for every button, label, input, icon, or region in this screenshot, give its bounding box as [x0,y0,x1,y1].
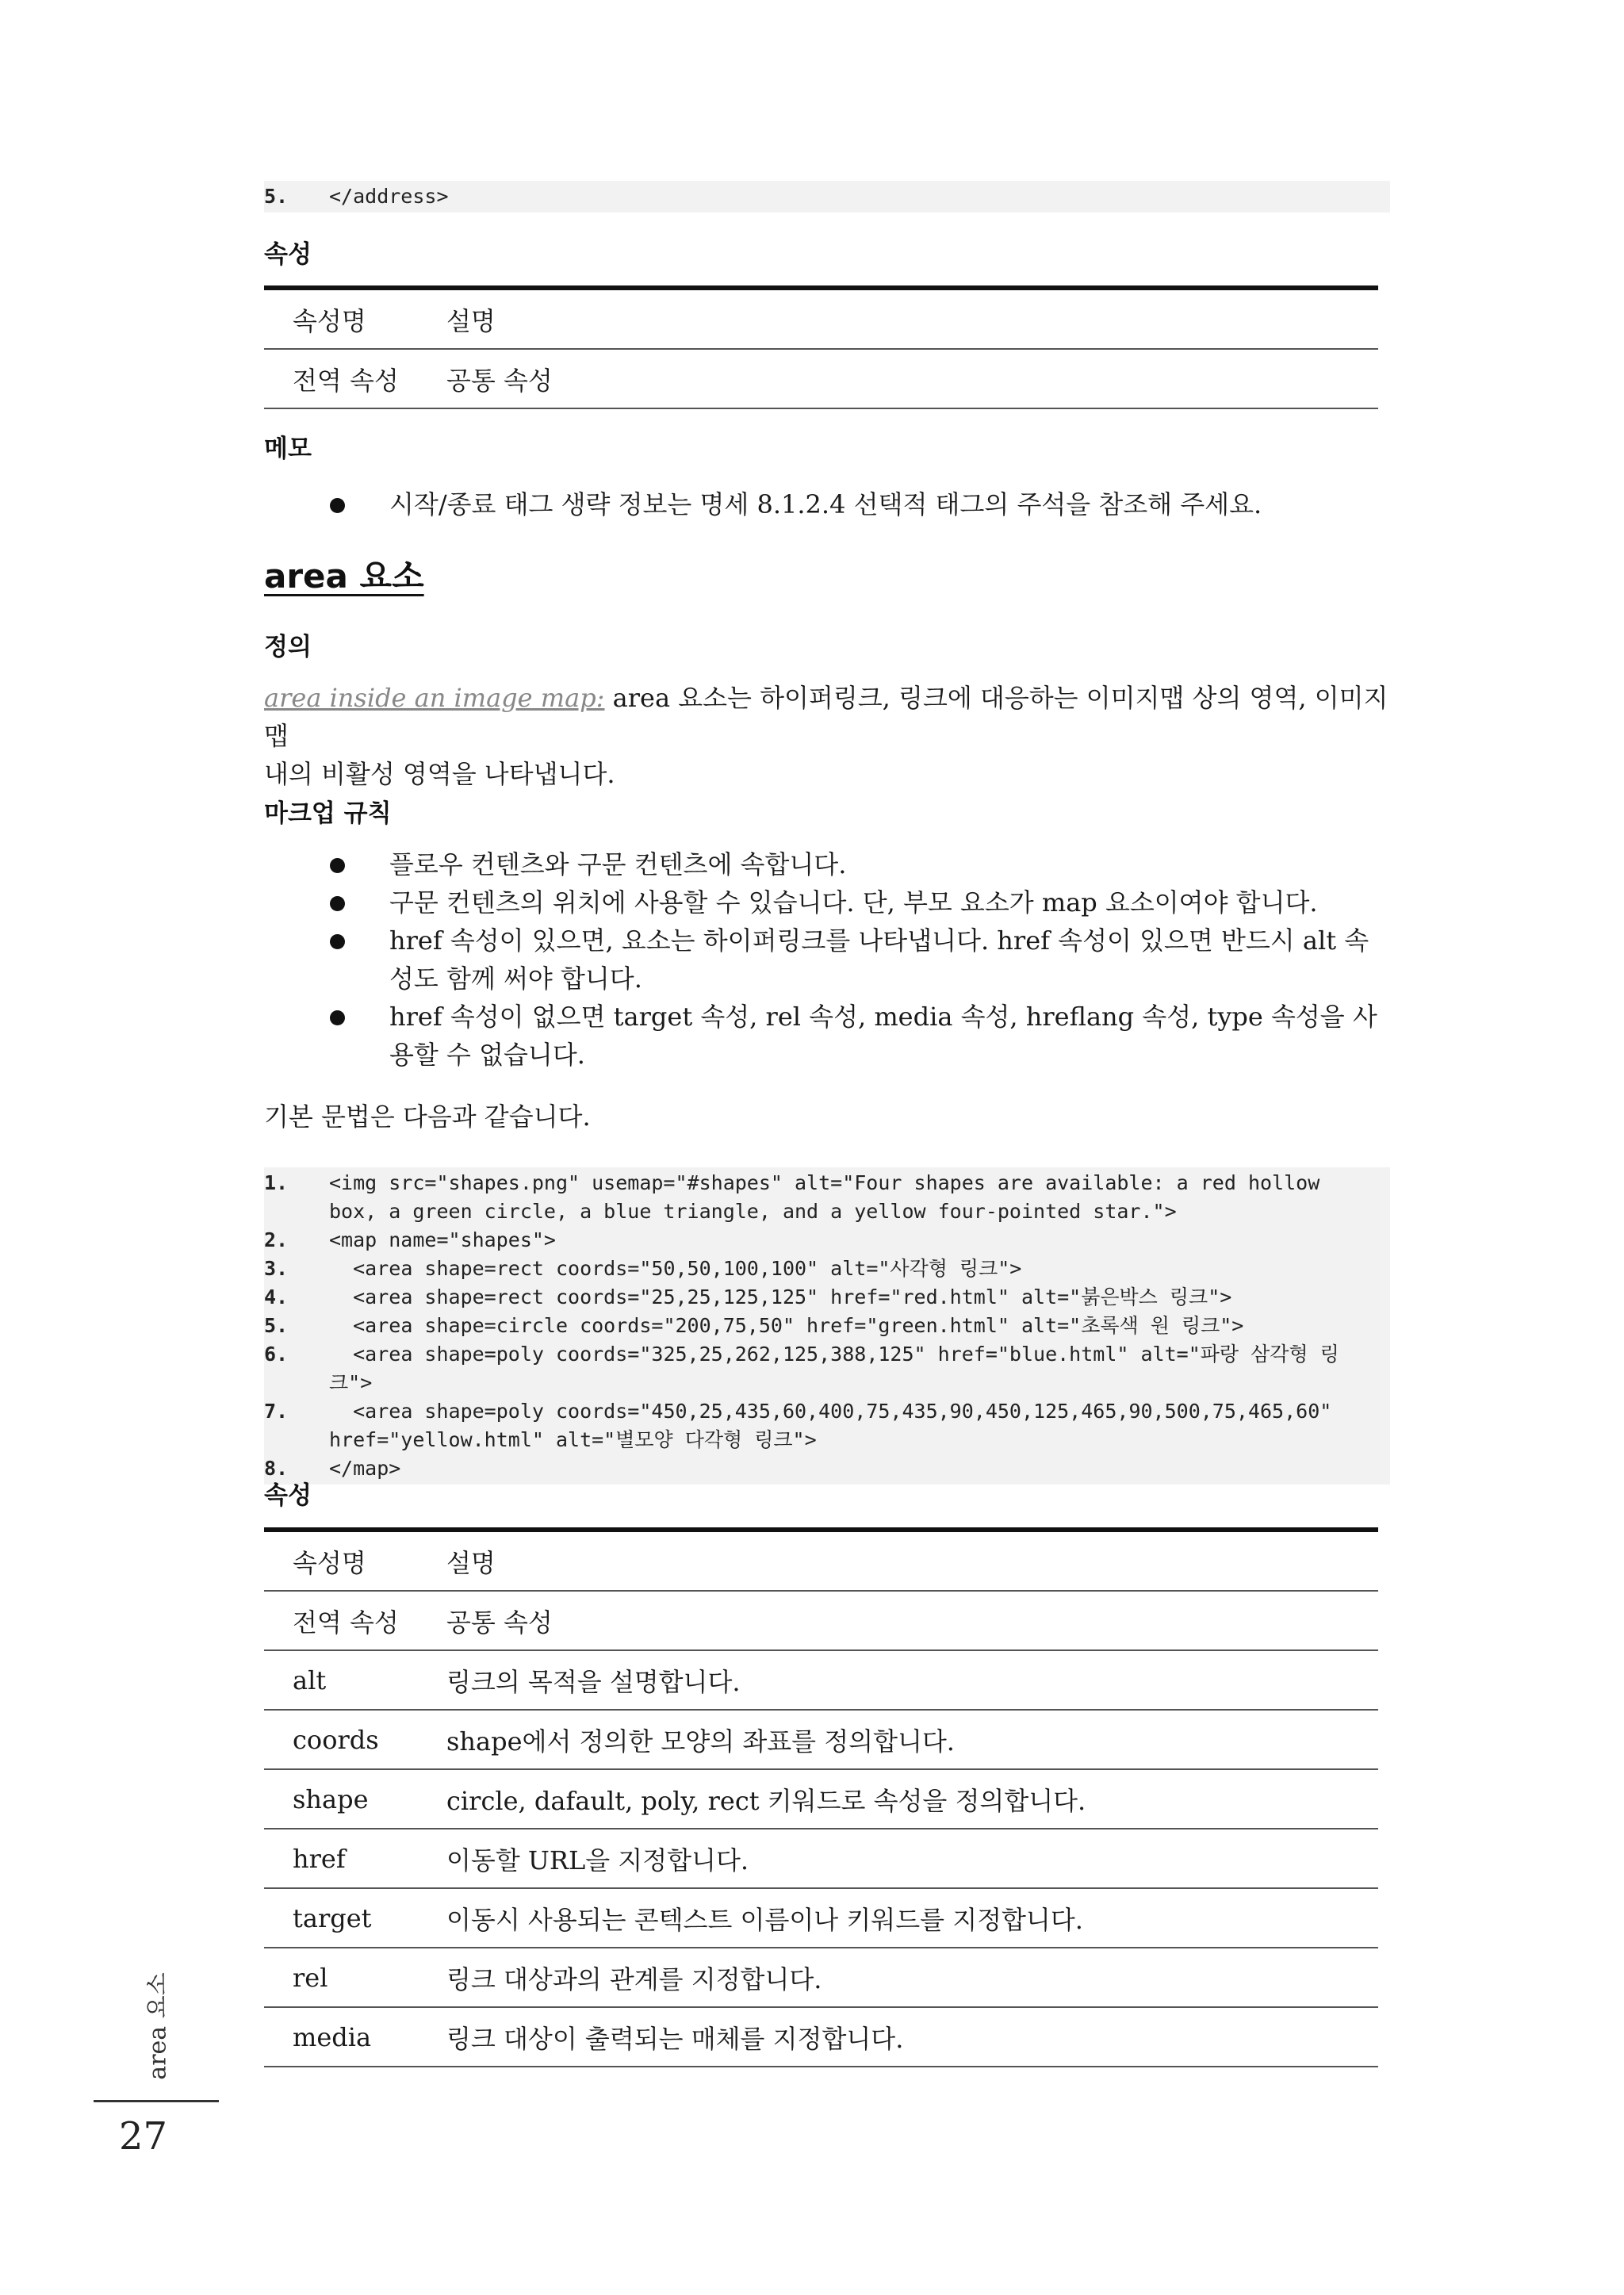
table-cell: rel [264,1948,427,2007]
table-cell: 공통 속성 [427,1591,1378,1650]
code-line-number: 6. [264,1343,289,1366]
memo-heading: 메모 [264,435,312,463]
side-label-text: area 요소 [144,1972,172,2080]
table-cell: 링크의 목적을 설명합니다. [427,1650,1378,1710]
markup-rules-heading: 마크업 규칙 [264,799,392,828]
memo-item-text: 시작/종료 태그 생략 정보는 명세 8.1.2.4 선택적 태그의 주석을 참조해 주세요. [389,489,1262,519]
code-line-text: <map name="shapes"> [329,1228,556,1251]
table-row [264,1769,1378,1829]
definition-paragraph [264,679,1390,793]
definition-text-line1: area 요소는 하이퍼링크, 링크에 대응하는 이미지맵 상의 영역, 이미지맵 [264,683,1388,751]
bullet-icon [330,858,345,873]
table-cell: shape에서 정의한 모양의 좌표를 정의합니다. [427,1710,1378,1769]
code-line-text: <img src="shapes.png" usemap="#shapes" alt="Four shapes are available: a red hollow box, a green circle, a blue triangle, and a yellow four-pointed star."> [329,1171,1332,1223]
code-line-text: </address> [329,185,449,208]
table-row [264,1948,1378,2007]
table-cell: alt [264,1650,427,1710]
code-line [264,1454,1390,1483]
code-line-number: 8. [264,1457,289,1480]
table-header-cell: 설명 [427,288,1378,349]
markup-rule-item [264,845,1382,883]
table-row [264,349,1378,408]
table-cell: 전역 속성 [264,349,427,408]
code-line-number: 7. [264,1400,289,1423]
markup-rule-item [264,998,1382,1074]
table-cell: 이동할 URL을 지정합니다. [427,1829,1378,1888]
code-line [264,1226,1390,1255]
area-attributes-table [264,1527,1378,2067]
side-label [133,1959,178,2094]
table-header-row [264,1530,1378,1591]
code-line [264,1255,1390,1283]
table-cell: circle, dafault, poly, rect 키워드로 속성을 정의합니다. [427,1769,1378,1829]
section-title: area 요소 [264,557,424,596]
table-row [264,1829,1378,1888]
table-header-row [264,288,1378,349]
bullet-icon [330,934,345,949]
markup-rule-text: 플로우 컨텐츠와 구문 컨텐츠에 속합니다. [389,849,847,879]
bullet-icon [330,896,345,911]
table-header-cell: 속성명 [264,1530,427,1591]
code-line-number: 5. [264,1314,289,1337]
table-cell: 링크 대상과의 관계를 지정합니다. [427,1948,1378,2007]
syntax-intro: 기본 문법은 다음과 같습니다. [264,1102,591,1132]
markup-rules-list [264,845,1382,1074]
code-line-text: <area shape=poly coords="325,25,262,125,388,125" href="blue.html" alt="파랑 삼각형 링크"> [329,1343,1339,1394]
syntax-code-block [264,1167,1390,1485]
markup-rule-text: href 속성이 있으면, 요소는 하이퍼링크를 나타냅니다. href 속성이 있으면 반드시 alt 속성도 함께 써야 합니다. [389,925,1369,994]
code-line [264,1312,1390,1340]
code-line-number: 2. [264,1228,289,1251]
markup-rule-item [264,921,1382,998]
side-divider [94,2100,219,2102]
code-line-text: <area shape=poly coords="450,25,435,60,400,75,435,90,450,125,465,90,500,75,465,60" href="yellow.html" alt="별모양 다각형 링크"> [329,1400,1344,1451]
code-line-number: 5. [264,185,289,208]
table-cell: 전역 속성 [264,1591,427,1650]
address-attributes-table [264,285,1378,409]
table-row [264,1591,1378,1650]
area-attributes-heading: 속성 [264,1481,312,1510]
code-line [264,1397,1390,1454]
table-row [264,1650,1378,1710]
code-line-text: <area shape=circle coords="200,75,50" href="green.html" alt="초록색 원 링크"> [329,1314,1244,1337]
table-cell: 링크 대상이 출력되는 매체를 지정합니다. [427,2007,1378,2067]
table-cell: coords [264,1710,427,1769]
code-line [264,1169,1390,1226]
code-line [264,1283,1390,1312]
table-cell: media [264,2007,427,2067]
page-number: 27 [119,2114,168,2159]
code-line-number: 1. [264,1171,289,1194]
markup-rule-item [264,883,1382,921]
table-cell: 이동시 사용되는 콘텍스트 이름이나 키워드를 지정합니다. [427,1888,1378,1948]
table-header-cell: 속성명 [264,288,427,349]
definition-text-line2: 내의 비활성 영역을 나타냅니다. [264,759,615,789]
table-row [264,1710,1378,1769]
table-cell: target [264,1888,427,1948]
top-code-block [264,181,1390,213]
table-cell: shape [264,1769,427,1829]
code-line-text: </map> [329,1457,401,1480]
definition-heading: 정의 [264,633,312,661]
code-line-number: 3. [264,1257,289,1280]
markup-rule-text: 구문 컨텐츠의 위치에 사용할 수 있습니다. 단, 부모 요소가 map 요소이여야 합니다. [389,887,1318,918]
table-header-cell: 설명 [427,1530,1378,1591]
bullet-icon [330,1010,345,1025]
code-line-text: <area shape=rect coords="50,50,100,100" alt="사각형 링크"> [329,1257,1022,1280]
code-line [264,1340,1390,1397]
code-line-text: <area shape=rect coords="25,25,125,125" href="red.html" alt="붉은박스 링크"> [329,1285,1232,1308]
markup-rule-text: href 속성이 없으면 target 속성, rel 속성, media 속성, hreflang 속성, type 속성을 사용할 수 없습니다. [389,1002,1377,1070]
code-line [264,182,1390,211]
memo-item [264,485,1390,523]
bullet-icon [330,498,345,513]
table-cell: 공통 속성 [427,349,1378,408]
table-row [264,2007,1378,2067]
table-row [264,1888,1378,1948]
memo-list [264,485,1390,523]
definition-link[interactable]: area inside an image map: [264,683,605,713]
address-attributes-heading: 속성 [264,240,312,269]
code-line-number: 4. [264,1285,289,1308]
table-cell: href [264,1829,427,1888]
